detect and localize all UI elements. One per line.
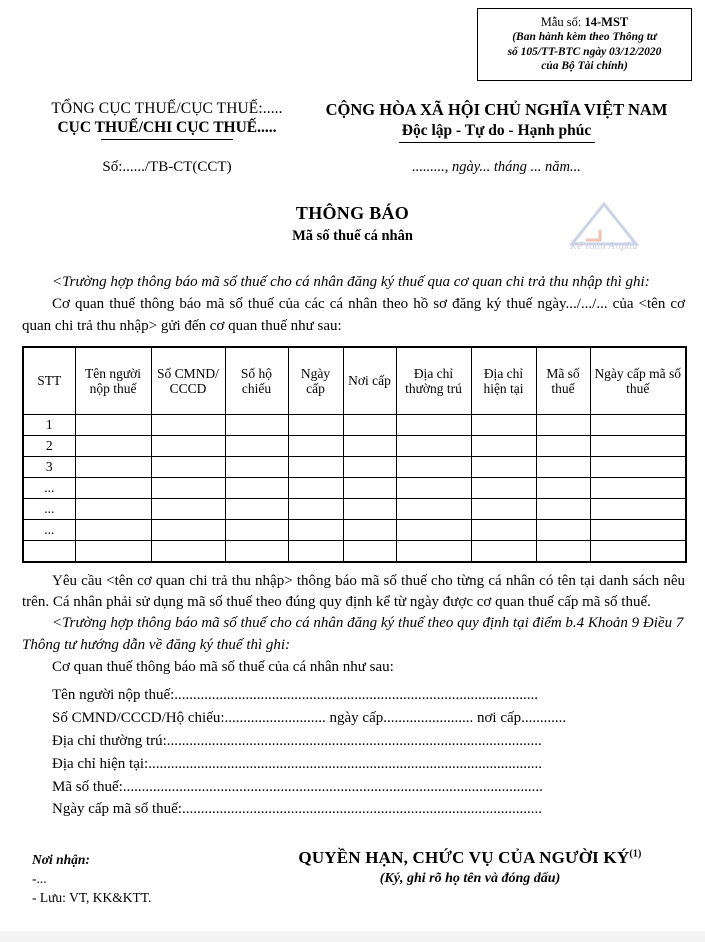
table-cell[interactable] <box>288 435 343 456</box>
table-cell[interactable] <box>471 435 536 456</box>
recipient-item-2: - Lưu: VT, KK&KTT. <box>32 890 152 905</box>
table-cell[interactable] <box>225 498 288 519</box>
table-cell[interactable] <box>225 519 288 540</box>
table-cell[interactable] <box>343 477 396 498</box>
form-code-issued-line1: (Ban hành kèm theo Thông tư <box>512 31 657 43</box>
fill-in-field[interactable]: Ngày cấp mã số thuế:................................................................................................ <box>52 801 542 818</box>
document-number: Số:....../TB-CT(CCT) <box>102 159 232 176</box>
table-cell[interactable] <box>225 456 288 477</box>
title-block <box>0 203 705 245</box>
form-code-value: 14-MST <box>584 15 629 29</box>
recipients-title: Nơi nhận: <box>32 852 90 867</box>
table-column-header: Số hộ chiếu <box>225 347 288 415</box>
table-cell[interactable] <box>471 519 536 540</box>
table-cell[interactable] <box>75 519 151 540</box>
table-cell[interactable] <box>396 435 471 456</box>
table-row-index[interactable] <box>23 540 75 562</box>
table-header-row <box>23 347 686 415</box>
watermark-script-text: Kế toán Anpha <box>570 242 638 252</box>
table-row <box>23 456 686 477</box>
table-cell[interactable] <box>288 414 343 435</box>
page-bottom-band <box>0 931 705 942</box>
table-row-index[interactable]: 3 <box>23 456 75 477</box>
signature-block <box>250 848 690 887</box>
table-row <box>23 519 686 540</box>
table-cell[interactable] <box>288 498 343 519</box>
table-cell[interactable] <box>225 414 288 435</box>
table-cell[interactable] <box>288 456 343 477</box>
table-column-header: Ngày cấp <box>288 347 343 415</box>
table-body <box>23 414 686 562</box>
table-column-header: Ngày cấp mã số thuế <box>590 347 686 415</box>
table-cell[interactable] <box>590 519 686 540</box>
table-cell[interactable] <box>151 435 225 456</box>
table-cell[interactable] <box>343 435 396 456</box>
table-cell[interactable] <box>396 477 471 498</box>
table-cell[interactable] <box>343 414 396 435</box>
table-row <box>23 435 686 456</box>
table-cell[interactable] <box>471 498 536 519</box>
table-cell[interactable] <box>75 414 151 435</box>
fill-in-field[interactable]: Địa chỉ thường trú:.................................................................................................... <box>52 732 542 749</box>
taxpayer-table <box>22 346 687 563</box>
taxpayer-table-wrapper <box>22 346 685 563</box>
table-cell[interactable] <box>536 519 590 540</box>
fill-in-field[interactable]: Địa chỉ hiện tại:......................................................................................................... <box>52 755 542 772</box>
form-code-issued-line2: số 105/TT-BTC ngày 03/12/2020 <box>507 45 662 58</box>
table-cell[interactable] <box>471 540 536 562</box>
table-cell[interactable] <box>343 456 396 477</box>
individual-fields-list <box>22 684 685 821</box>
country-name: CỘNG HÒA XÃ HỘI CHỦ NGHĨA VIỆT NAM <box>325 100 668 119</box>
place-date-line: ........., ngày... tháng ... năm... <box>412 159 581 176</box>
table-cell[interactable] <box>343 498 396 519</box>
document-body <box>22 272 685 821</box>
authority-line-general: TỔNG CỤC THUẾ/CỤC THUẾ:..... <box>51 100 283 117</box>
page-title: THÔNG BÁO <box>295 203 410 223</box>
table-cell[interactable] <box>396 498 471 519</box>
table-cell[interactable] <box>75 477 151 498</box>
table-column-header: Số CMND/ CCCD <box>151 347 225 415</box>
table-column-header: Mã số thuế <box>536 347 590 415</box>
table-cell[interactable] <box>590 477 686 498</box>
table-cell[interactable] <box>225 435 288 456</box>
table-column-header: Tên người nộp thuế <box>75 347 151 415</box>
form-code-issued-line3: của Bộ Tài chính) <box>541 60 628 73</box>
table-cell[interactable] <box>590 414 686 435</box>
table-column-header: Địa chỉ hiện tại <box>471 347 536 415</box>
motto-underline <box>399 142 595 143</box>
table-row-index[interactable]: ... <box>23 519 75 540</box>
table-row-index[interactable]: ... <box>23 477 75 498</box>
signature-title <box>250 848 690 868</box>
table-cell[interactable] <box>75 498 151 519</box>
table-cell[interactable] <box>225 540 288 562</box>
table-cell[interactable] <box>590 498 686 519</box>
table-cell[interactable] <box>536 498 590 519</box>
national-motto: Độc lập - Tự do - Hạnh phúc <box>401 122 592 139</box>
recipient-item-1: -... <box>32 871 47 886</box>
case2-note: <Trường hợp thông báo mã số thuế cho cá nhân đăng ký thuế theo quy định tại điểm b.4 Khoản 9 Điều 7 Thông tư hướng dẫn về đăng ký thuế thì ghi: <box>22 615 684 653</box>
table-row <box>23 498 686 519</box>
signature-title-text: QUYỀN HẠN, CHỨC VỤ CỦA NGƯỜI KÝ <box>298 848 630 867</box>
table-row <box>23 540 686 562</box>
fill-in-field[interactable]: Tên người nộp thuế:................................................................................................. <box>52 687 539 704</box>
table-cell[interactable] <box>536 435 590 456</box>
table-row <box>23 414 686 435</box>
table-cell[interactable] <box>225 477 288 498</box>
table-cell[interactable] <box>151 456 225 477</box>
table-cell[interactable] <box>396 540 471 562</box>
authority-underline <box>101 139 233 140</box>
table-cell[interactable] <box>343 519 396 540</box>
recipients-block <box>32 852 282 906</box>
fill-in-field[interactable]: Mã số thuế:................................................................................................................ <box>52 778 543 795</box>
table-column-header: Địa chỉ thường trú <box>396 347 471 415</box>
table-cell[interactable] <box>75 456 151 477</box>
table-cell[interactable] <box>343 540 396 562</box>
table-cell[interactable] <box>536 414 590 435</box>
signature-instruction: (Ký, ghi rõ họ tên và đóng dấu) <box>379 871 561 886</box>
table-cell[interactable] <box>288 540 343 562</box>
page-subtitle: Mã số thuế cá nhân <box>292 228 413 244</box>
fill-in-field[interactable]: Số CMND/CCCD/Hộ chiếu:........................... ngày cấp........................ nơi cấp............ <box>52 710 567 727</box>
table-cell[interactable] <box>151 540 225 562</box>
issuing-authority-block <box>22 100 312 176</box>
form-code-box <box>477 8 692 81</box>
case1-intro: Cơ quan thuế thông báo mã số thuế của các cá nhân theo hồ sơ đăng ký thuế ngày.../.../... của <tên cơ quan chi trả thu nhập> gửi đến cơ quan thuế như sau: <box>22 296 685 334</box>
table-cell[interactable] <box>396 519 471 540</box>
table-row-index[interactable]: ... <box>23 498 75 519</box>
national-heading-block <box>300 100 693 176</box>
table-cell[interactable] <box>151 519 225 540</box>
after-table-paragraph: Yêu cầu <tên cơ quan chi trả thu nhập> thông báo mã số thuế cho từng cá nhân có tên tại danh sách nêu trên. Cá nhân phải sử dụng mã số thuế theo đúng quy định kể từ ngày được cơ quan thuế cấp mã số thuế. <box>22 572 685 611</box>
table-cell[interactable] <box>536 540 590 562</box>
table-row-index[interactable]: 1 <box>23 414 75 435</box>
case1-note: <Trường hợp thông báo mã số thuế cho cá nhân đăng ký thuế qua cơ quan chi trả thu nhập thì ghi: <box>52 274 650 290</box>
authority-line-local: CỤC THUẾ/CHI CỤC THUẾ..... <box>57 119 277 136</box>
table-cell[interactable] <box>590 540 686 562</box>
table-cell[interactable] <box>151 477 225 498</box>
table-cell[interactable] <box>396 456 471 477</box>
table-cell[interactable] <box>590 435 686 456</box>
table-cell[interactable] <box>471 414 536 435</box>
table-cell[interactable] <box>151 498 225 519</box>
table-cell[interactable] <box>75 435 151 456</box>
table-cell[interactable] <box>288 519 343 540</box>
table-cell[interactable] <box>75 540 151 562</box>
case2-intro: Cơ quan thuế thông báo mã số thuế của cá nhân như sau: <box>52 659 394 676</box>
table-cell[interactable] <box>590 456 686 477</box>
table-column-header: Nơi cấp <box>343 347 396 415</box>
table-row-index[interactable]: 2 <box>23 435 75 456</box>
table-cell[interactable] <box>288 477 343 498</box>
table-cell[interactable] <box>536 477 590 498</box>
signature-footnote-marker: (1) <box>629 848 642 860</box>
table-cell[interactable] <box>471 456 536 477</box>
table-cell[interactable] <box>396 414 471 435</box>
table-column-header: STT <box>23 347 75 415</box>
form-code-number <box>482 14 687 30</box>
form-code-label: Mẫu số: <box>540 15 582 29</box>
table-header-row-group <box>23 347 686 415</box>
table-row <box>23 477 686 498</box>
table-cell[interactable] <box>471 477 536 498</box>
table-cell[interactable] <box>151 414 225 435</box>
table-cell[interactable] <box>536 456 590 477</box>
